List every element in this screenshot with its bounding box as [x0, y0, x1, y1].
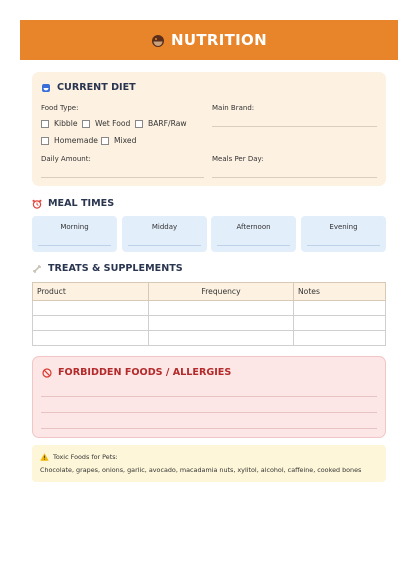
forbidden-foods-heading	[42, 367, 231, 378]
column-header-notes: Notes	[294, 283, 386, 301]
page-title: NUTRITION	[171, 31, 267, 49]
wet-food-checkbox[interactable]	[82, 120, 90, 128]
meal-slot-afternoon[interactable]	[211, 216, 296, 252]
column-header-frequency: Frequency	[149, 283, 294, 301]
toxic-foods-heading	[40, 453, 118, 461]
wet-food-label: Wet Food	[95, 119, 131, 128]
table-cell[interactable]	[294, 316, 386, 331]
meal-slot-midday[interactable]	[122, 216, 207, 252]
treats-title: TREATS & SUPPLEMENTS	[48, 263, 183, 274]
treats-heading	[32, 263, 183, 274]
warning-icon	[40, 453, 49, 461]
main-brand-label: Main Brand:	[212, 104, 255, 112]
daily-amount-label: Daily Amount:	[41, 155, 91, 163]
toxic-foods-list: Chocolate, grapes, onions, garlic, avocado, macadamia nuts, xylitol, alcohol, caffeine, cooked bones	[40, 466, 362, 474]
mixed-checkbox[interactable]	[101, 137, 109, 145]
forbidden-line-1[interactable]	[41, 396, 377, 397]
food-type-label: Food Type:	[41, 104, 79, 112]
homemade-option[interactable]	[41, 136, 98, 145]
current-diet-heading	[41, 82, 136, 93]
table-cell[interactable]	[33, 301, 149, 316]
meals-per-day-label: Meals Per Day:	[212, 155, 264, 163]
barf-raw-option[interactable]	[135, 119, 187, 128]
main-brand-field[interactable]	[212, 126, 377, 127]
meal-slot-label: Morning	[60, 223, 89, 231]
no-entry-icon	[42, 368, 52, 378]
toxic-foods-title: Toxic Foods for Pets:	[53, 453, 118, 461]
meal-slot-label: Evening	[329, 223, 358, 231]
forbidden-line-2[interactable]	[41, 412, 377, 413]
column-header-product: Product	[33, 283, 149, 301]
kibble-checkbox[interactable]	[41, 120, 49, 128]
homemade-label: Homemade	[54, 136, 98, 145]
homemade-checkbox[interactable]	[41, 137, 49, 145]
meal-slot-label: Afternoon	[236, 223, 271, 231]
meal-slot-line	[217, 245, 290, 246]
meal-slot-evening[interactable]	[301, 216, 386, 252]
meal-slot-line	[38, 245, 111, 246]
table-cell[interactable]	[294, 301, 386, 316]
toxic-foods-card	[32, 445, 386, 482]
mixed-label: Mixed	[114, 136, 137, 145]
bowl-icon	[41, 83, 51, 93]
meal-slot-line	[307, 245, 380, 246]
table-cell[interactable]	[149, 301, 294, 316]
meal-slot-morning[interactable]	[32, 216, 117, 252]
mixed-option[interactable]	[101, 136, 136, 145]
page-header	[20, 20, 398, 60]
kibble-option[interactable]	[41, 119, 78, 128]
forbidden-line-3[interactable]	[41, 428, 377, 429]
table-cell[interactable]	[33, 331, 149, 346]
barf-raw-label: BARF/Raw	[148, 119, 187, 128]
current-diet-title: CURRENT DIET	[57, 82, 136, 93]
forbidden-foods-card	[32, 356, 386, 438]
table-cell[interactable]	[294, 331, 386, 346]
table-header-row	[33, 283, 386, 301]
table-row	[33, 316, 386, 331]
kibble-label: Kibble	[54, 119, 78, 128]
treats-table	[32, 282, 386, 346]
table-cell[interactable]	[33, 316, 149, 331]
wet-food-option[interactable]	[82, 119, 130, 128]
bone-icon	[32, 264, 42, 274]
alarm-clock-icon	[32, 199, 42, 209]
table-row	[33, 331, 386, 346]
current-diet-card	[32, 72, 386, 186]
meal-times-heading	[32, 198, 114, 209]
table-cell[interactable]	[149, 316, 294, 331]
meal-slot-label: Midday	[151, 223, 178, 231]
meals-per-day-field[interactable]	[212, 177, 377, 178]
table-row	[33, 301, 386, 316]
meal-slot-line	[128, 245, 201, 246]
table-cell[interactable]	[149, 331, 294, 346]
daily-amount-field[interactable]	[41, 177, 204, 178]
meal-times-title: MEAL TIMES	[48, 198, 115, 209]
forbidden-foods-title: FORBIDDEN FOODS / ALLERGIES	[58, 367, 232, 378]
barf-raw-checkbox[interactable]	[135, 120, 143, 128]
food-bowl-icon	[151, 33, 165, 47]
